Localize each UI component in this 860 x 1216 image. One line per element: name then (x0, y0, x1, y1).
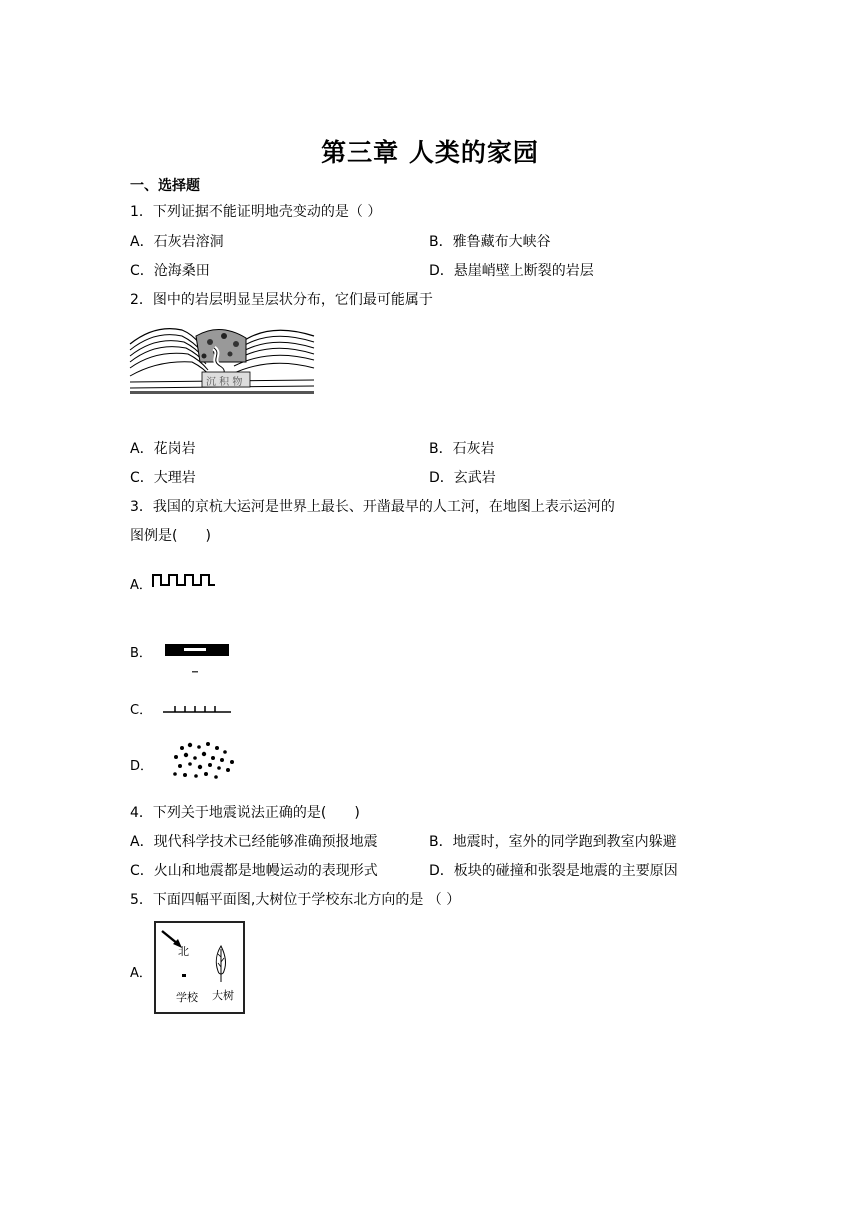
question-3-stem-line2: 图例是( ) (130, 528, 211, 544)
tree-icon (214, 945, 228, 983)
tree-label: 大树 (212, 989, 234, 1002)
q3-option-d-label: D． (130, 759, 154, 774)
question-4-stem: 4．下列关于地震说法正确的是( ) (130, 805, 360, 821)
q5-option-a-label: A． (130, 966, 152, 981)
q2-option-a: A．花岗岩 (130, 441, 196, 457)
school-label: 学校 (176, 991, 198, 1004)
q3-option-b-label: B． (130, 646, 152, 661)
dotted-area-symbol-option-d (170, 740, 238, 780)
question-5-stem: 5．下面四幅平面图,大树位于学校东北方向的是 （ ） (130, 892, 461, 908)
q4-option-a: A．现代科学技术已经能够准确预报地震 (130, 834, 378, 850)
canal-symbol-option-a (152, 570, 216, 590)
school-marker (182, 974, 186, 977)
page-title: 第三章 人类的家园 (321, 138, 539, 167)
q2-option-c: C．大理岩 (130, 470, 196, 486)
q4-option-b: B．地震时，室外的同学跑到教室内躲避 (429, 834, 677, 850)
q3-option-c-label: C． (130, 703, 153, 718)
q5-option-a-map (154, 921, 245, 1014)
q1-option-b: B．雅鲁藏布大峡谷 (429, 234, 551, 250)
question-3-stem-line1: 3．我国的京杭大运河是世界上最长、开凿最早的人工河，在地图上表示运河的 (130, 499, 615, 515)
q4-option-c: C．火山和地震都是地幔运动的表现形式 (130, 863, 378, 879)
q1-option-d: D．悬崖峭壁上断裂的岩层 (429, 263, 594, 279)
q2-option-b: B．石灰岩 (429, 441, 495, 457)
question-2-stem: 2．图中的岩层明显呈层状分布，它们最可能属于 (130, 292, 433, 308)
boundary-symbol-option-c (163, 703, 233, 715)
question-1-stem: 1．下列证据不能证明地壳变动的是（ ） (130, 204, 382, 220)
north-label: 北 (178, 945, 189, 958)
q1-option-c: C．沧海桑田 (130, 263, 210, 279)
railway-symbol-option-b (164, 643, 230, 675)
q4-option-d: D．板块的碰撞和张裂是地震的主要原因 (429, 863, 678, 879)
section-heading: 一、选择题 (130, 178, 200, 194)
figure-label-sediment: 沉 积 物 (206, 377, 243, 388)
q3-option-a-label: A． (130, 578, 152, 593)
q2-option-d: D．玄武岩 (429, 470, 496, 486)
q1-option-a: A．石灰岩溶洞 (130, 234, 224, 250)
